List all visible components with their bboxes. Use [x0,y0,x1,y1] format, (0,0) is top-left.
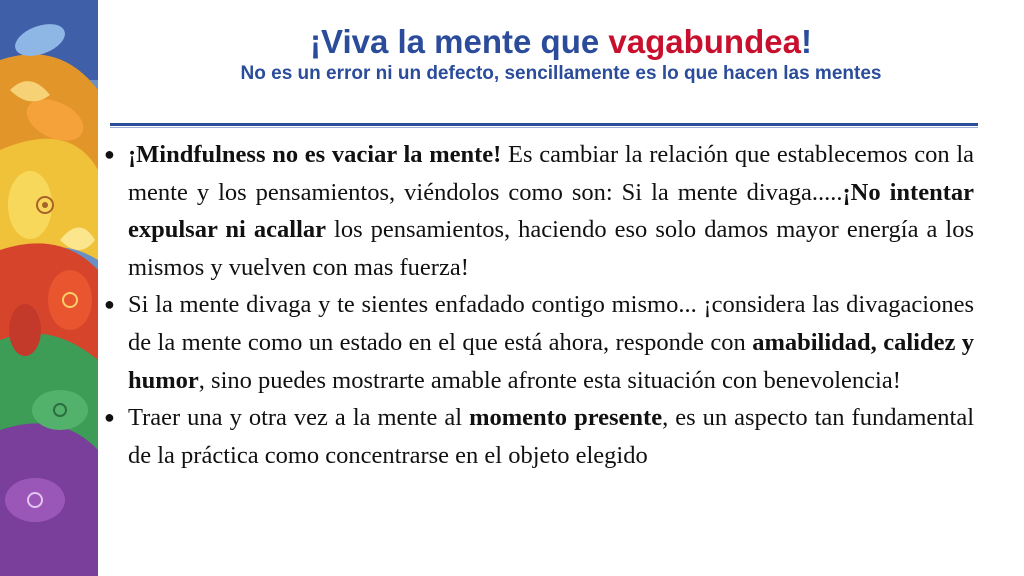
text-run: Si la mente divaga y te sientes enfadado contigo mismo... ¡considera las divagaciones de la mente como un estado en el que está ahora, responde con [128,291,974,356]
list-item [104,286,974,399]
list-item-text [128,399,974,474]
page-title [98,22,1024,62]
bold-phrase: momento presente [469,404,663,432]
title-suffix: ! [800,23,812,60]
bullet-dot-icon: ● [104,407,115,428]
list-item-text [128,286,974,399]
list-item [104,136,974,286]
divider-line [110,123,978,126]
title-accent-word: vagabundea [608,23,801,60]
title-prefix: ¡Viva la mente que [310,23,609,60]
divider-shadow [110,127,978,128]
bold-phrase: ¡No intentar expulsar ni acallar [128,178,974,244]
text-run: , es un aspecto tan fundamental de la práctica como concentrarse en el objeto elegido [128,404,975,469]
text-run: , sino puedes mostrarte amable afronte esta situación con benevolencia! [198,366,901,394]
list-item [104,399,974,474]
bullet-dot-icon: ● [104,144,115,164]
text-run: los pensamientos, haciendo eso solo damos mayor energía a los mismos y vuelven con mas fuerza! [128,216,974,281]
mandala-painting-icon [0,0,98,576]
bullet-dot-icon: ● [104,294,115,315]
bullet-list [104,136,974,474]
bold-phrase: amabilidad, calidez y humor [128,328,974,394]
text-run: Traer una y otra vez a la mente al [128,404,470,432]
page-subtitle: No es un error ni un defecto, sencillamente es lo que hacen las mentes [240,63,882,84]
header [98,22,1024,86]
text-run: Es cambiar la relación que establecemos con la mente y los pensamientos, viéndolos como son: Si la mente divaga..... [128,141,975,206]
bold-phrase: ¡Mindfulness no es vaciar la mente! [128,141,502,168]
list-item-text [128,136,974,286]
